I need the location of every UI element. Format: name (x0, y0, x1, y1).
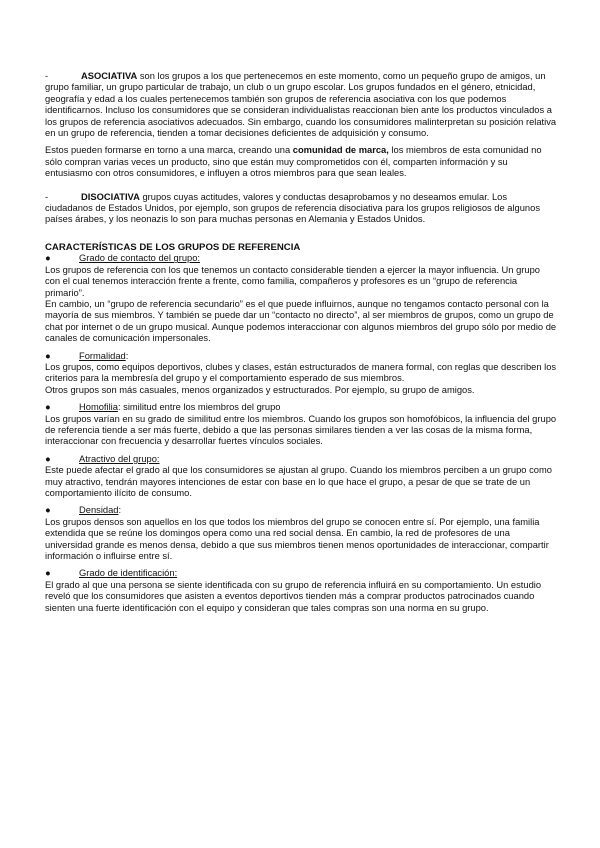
disociativa-paragraph (45, 192, 557, 226)
characteristic-heading (45, 351, 557, 362)
characteristic-title-line (79, 505, 121, 516)
characteristic-heading (45, 505, 557, 516)
characteristic-item (45, 402, 557, 448)
characteristic-heading (45, 402, 557, 413)
characteristic-title: Grado de identificación: (79, 568, 178, 579)
bullet-icon: ● (45, 253, 51, 264)
characteristic-title: Formalidad (79, 350, 126, 361)
characteristic-paragraph: Los grupos de referencia con los que tenemos un contacto considerable tienden a ejercer la mayor influencia. Un grupo con el cual tenemos interacción frente a frente, como familia, compañeros y profesores es un “grupo de referencia primario”. (45, 264, 540, 298)
comunidad-post: los miembros de esta comunidad no sólo compran varias veces un producto, sino que están muy comprometidos con él, comparten información y su entusiasmo con otros consumidores, e influyen a otros miembros para que sean leales. (45, 145, 542, 179)
characteristic-title-line (79, 454, 160, 465)
characteristic-paragraph: Los grupos, como equipos deportivos, clubes y clases, están estructurados de manera formal, con reglas que describen los criterios para la membresía del grupo y el comportamiento esperado de sus miembros. (45, 361, 557, 384)
characteristic-item (45, 454, 557, 500)
characteristic-paragraph: Los grupos varían en su grado de similitud entre los miembros. Cuando los grupos son homofóbicos, la influencia del grupo de referencia tiende a ser más fuerte, debido a que las personas similares tienden a ver las cosas de la misma forma, interaccionar con frecuencia y desarrollar fuertes vínculos sociales. (45, 413, 557, 447)
bullet-icon: ● (45, 453, 51, 464)
characteristic-heading (45, 454, 557, 465)
characteristics-list (45, 253, 557, 614)
characteristic-title-suffix: : (125, 350, 129, 361)
characteristic-paragraph: El grado al que una persona se siente identificada con su grupo de referencia influirá en su comportamiento. Un estudio reveló que los consumidores que asisten a eventos deportivos tienden más a comprar productos patrocinados cuando sienten una fuerte identificación con el equipo y consideran que tales compras son una norma en su grupo. (45, 579, 542, 613)
characteristic-title: Homofilia (79, 402, 118, 413)
characteristic-title-line (79, 351, 128, 362)
characteristic-paragraph: Los grupos densos son aquellos en los que todos los miembros del grupo se conocen entre sí. Por ejemplo, una familia extendida que se reúne los domingos opera como una red social densa. En cambio, la red de profesores de una universidad grande es menos densa, debido a que sus miembros tienen menos oportunidades de interaccionar, compartir información o influirse entre sí. (45, 516, 549, 562)
characteristic-title-suffix: : similitud entre los miembros del grupo (117, 402, 281, 413)
asociativa-text: son los grupos a los que pertenecemos en este momento, como un pequeño grupo de amigos, un grupo familiar, un grupo particular de trabajo, un club o un grupo escolar. Los grupos fundados en el género, etnicidad, geografía y edad a los cuales pertenecemos también son grupos de referencia asociativa con los que podemos identificarnos. Incluso los consumidores que se consideran individualistas reaccionan bien ante los productos vinculados a los grupos de referencia asociativos adecuados. Sin embargo, cuando los consumidores malinterpretan su posición relativa en un grupo de referencia, tienden a tomar decisiones deficientes de adquisición y consumo. (45, 71, 557, 139)
comunidad-pre: Estos pueden formarse en torno a una marca, creando una (45, 145, 293, 156)
characteristic-heading (45, 253, 557, 264)
comunidad-paragraph (45, 145, 557, 179)
characteristic-title-line (79, 568, 177, 579)
document-body (45, 71, 557, 614)
characteristic-paragraph: Otros grupos son más casuales, menos organizados y estructurados. Por ejemplo, su grupo de amigos. (45, 384, 475, 395)
dash-marker: - (45, 191, 49, 202)
characteristic-paragraph: En cambio, un “grupo de referencia secundario” es el que puede influirnos, aunque no tengamos contacto personal con la mayoría de sus miembros. Y también se puede dar un “contacto no directo”, al ser miembros de grupos, como un grupo de chat por internet o de un grupo musical. Aunque podemos interaccionar con algunos miembros del grupo sólo por medio de canales de comunicación impersonales. (45, 298, 557, 344)
disociativa-text: grupos cuyas actitudes, valores y conductas desaprobamos y no deseamos emular. Los ciudadanos de Estados Unidos, por ejemplo, son grupos de referencia disociativa para los grupos religiosos de algunos países árabes, y los neonazis lo son para muchas personas en Alemania y Estados Unidos. (45, 191, 540, 225)
characteristic-title-suffix: : (118, 505, 122, 516)
characteristic-item (45, 505, 557, 562)
characteristic-title: Grado de contacto del grupo: (79, 253, 201, 264)
section-title: CARACTERÍSTICAS DE LOS GRUPOS DE REFERENCIA (45, 241, 301, 253)
characteristic-title: Densidad (79, 505, 119, 516)
bullet-icon: ● (45, 568, 51, 579)
characteristic-title: Atractivo del grupo: (79, 453, 160, 464)
bullet-icon: ● (45, 402, 51, 413)
characteristic-item (45, 568, 557, 614)
characteristic-title-line (79, 253, 200, 264)
characteristic-item (45, 253, 557, 344)
characteristic-paragraph: Este puede afectar el grado al que los consumidores se ajustan al grupo. Cuando los miembros perciben a un grupo como muy atractivo, tendrán mayores intenciones de estar con base en lo que hace el grupo, a pesar de que se trate de un comportamiento ilícito de consumo. (45, 465, 552, 498)
bullet-icon: ● (45, 350, 51, 361)
asociativa-paragraph (45, 71, 557, 139)
characteristic-item (45, 351, 557, 397)
dash-marker: - (45, 71, 49, 81)
asociativa-term: ASOCIATIVA (81, 71, 138, 81)
characteristic-title-line (79, 402, 281, 413)
characteristic-heading (45, 568, 557, 579)
comunidad-term: comunidad de marca, (292, 145, 389, 156)
bullet-icon: ● (45, 505, 51, 516)
disociativa-term: DISOCIATIVA (81, 191, 140, 202)
